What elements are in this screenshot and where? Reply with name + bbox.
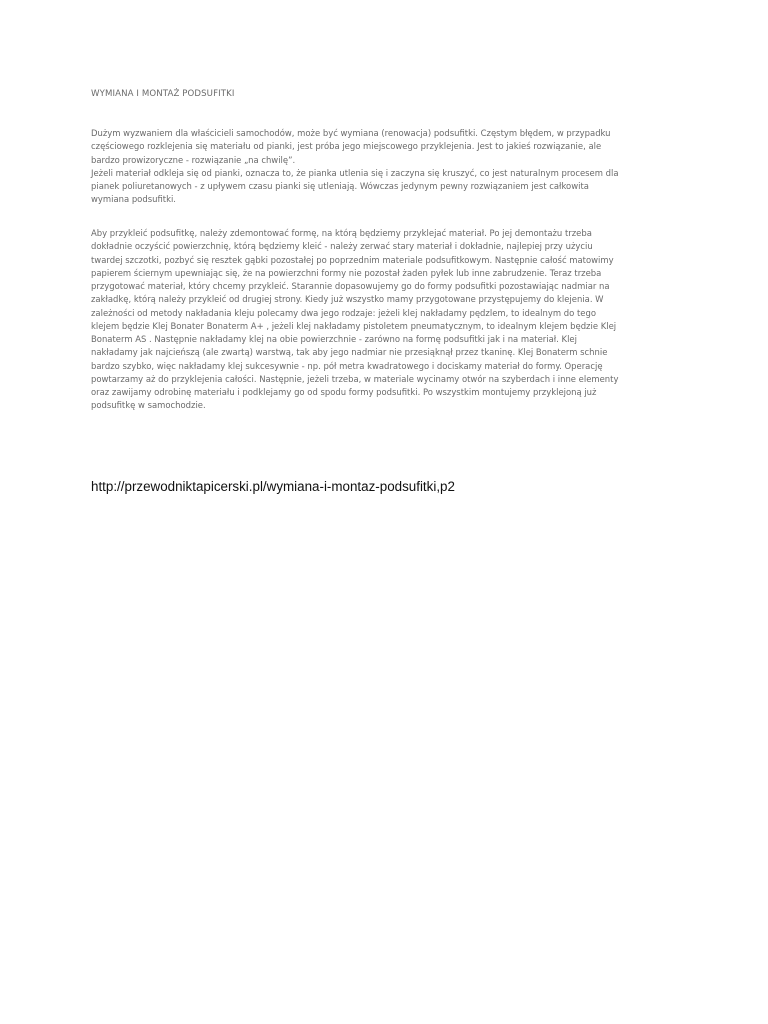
- paragraph-line: wymiana podsufitki.: [91, 194, 176, 205]
- paragraph-line: twardej szczotki, pozbyć się resztek gąbki pozostałej po poprzednim materiale podsufitkowym. Następnie całość matowimy: [91, 254, 614, 265]
- paragraph-line: papierem ściernym upewniając się, że na powierzchni formy nie pozostał żaden pyłek lub inne zabrudzenie. Teraz trzeba: [91, 267, 602, 278]
- paragraph-line: bardzo prowizoryczne - rozwiązanie „na chwilę”.: [91, 154, 296, 165]
- paragraph-line: Jeżeli materiał odkleja się od pianki, oznacza to, że pianka utlenia się i zaczyna się kruszyć, co jest naturalnym procesem dla: [91, 167, 619, 178]
- paragraph-line: Dużym wyzwaniem dla właścicieli samochodów, może być wymiana (renowacja) podsufitki. Częstym błędem, w przypadku: [91, 128, 611, 138]
- paragraph-line: zakładkę, którą należy przykleić od drugiej strony. Kiedy już wszystko mamy przygotowane przystępujemy do klejenia. W: [91, 294, 604, 305]
- paragraph-line: klejem będzie Klej Bonater Bonaterm A+ , jeżeli klej nakładamy pistoletem pneumatycznym, to idealnym klejem będzie Klej: [91, 320, 617, 331]
- paragraph-line: zależności od metody nakładania kleju polecamy dwa jego rodzaje: jeżeli klej nakładamy pędzlem, to idealnym do tego: [91, 307, 596, 318]
- paragraph-line: oraz zawijamy odrobinę materiału i podklejamy go od spodu formy podsufitki. Po wszystkim montujemy przyklejoną już: [91, 387, 597, 397]
- paragraph-line: dokładnie oczyścić powierzchnię, którą będziemy kleić - należy zerwać stary materiał i dokładnie, najlepiej przy użyciu: [91, 241, 593, 252]
- paragraph-intro: [91, 127, 687, 207]
- paragraph-line: nakładamy jak najcieńszą (ale zwartą) warstwą, tak aby jego nadmiar nie przesiąknął przez tkaninę. Klej Bonaterm schnie: [91, 347, 608, 358]
- paragraph-instructions: [91, 227, 687, 413]
- paragraph-line: pianek poliuretanowych - z upływem czasu pianki się utleniają. Wówczas jedynym pewny rozwiązaniem jest całkowita: [91, 181, 589, 191]
- source-url-link[interactable]: http://przewodniktapicerski.pl/wymiana-i-montaz-podsufitki,p2: [91, 479, 455, 494]
- document-title: WYMIANA I MONTAŻ PODSUFITKI: [91, 89, 235, 99]
- paragraph-line: Bonaterm AS . Następnie nakładamy klej na obie powierzchnie - zarówno na formę podsufitki jak i na materiał. Klej: [91, 334, 577, 344]
- paragraph-line: przygotować materiał, który chcemy przykleić. Starannie dopasowujemy go do formy podsufitki pozostawiając nadmiar na: [91, 281, 610, 291]
- paragraph-line: częściowego rozklejenia się materiału od pianki, jest próba jego miejscowego przyklejenia. Jest to jakieś rozwiązanie, ale: [91, 141, 602, 152]
- paragraph-line: Aby przykleić podsufitkę, należy zdemontować formę, na którą będziemy przyklejać materiał. Po jej demontażu trzeba: [91, 228, 592, 238]
- paragraph-line: podsufitkę w samochodzie.: [91, 400, 206, 411]
- paragraph-line: bardzo szybko, więc nakładamy klej sukcesywnie - np. pół metra kwadratowego i dociskamy materiał do formy. Operację: [91, 360, 603, 371]
- paragraph-line: powtarzamy aż do przyklejenia całości. Następnie, jeżeli trzeba, w materiale wycinamy otwór na szyberdach i inne elementy: [91, 373, 619, 384]
